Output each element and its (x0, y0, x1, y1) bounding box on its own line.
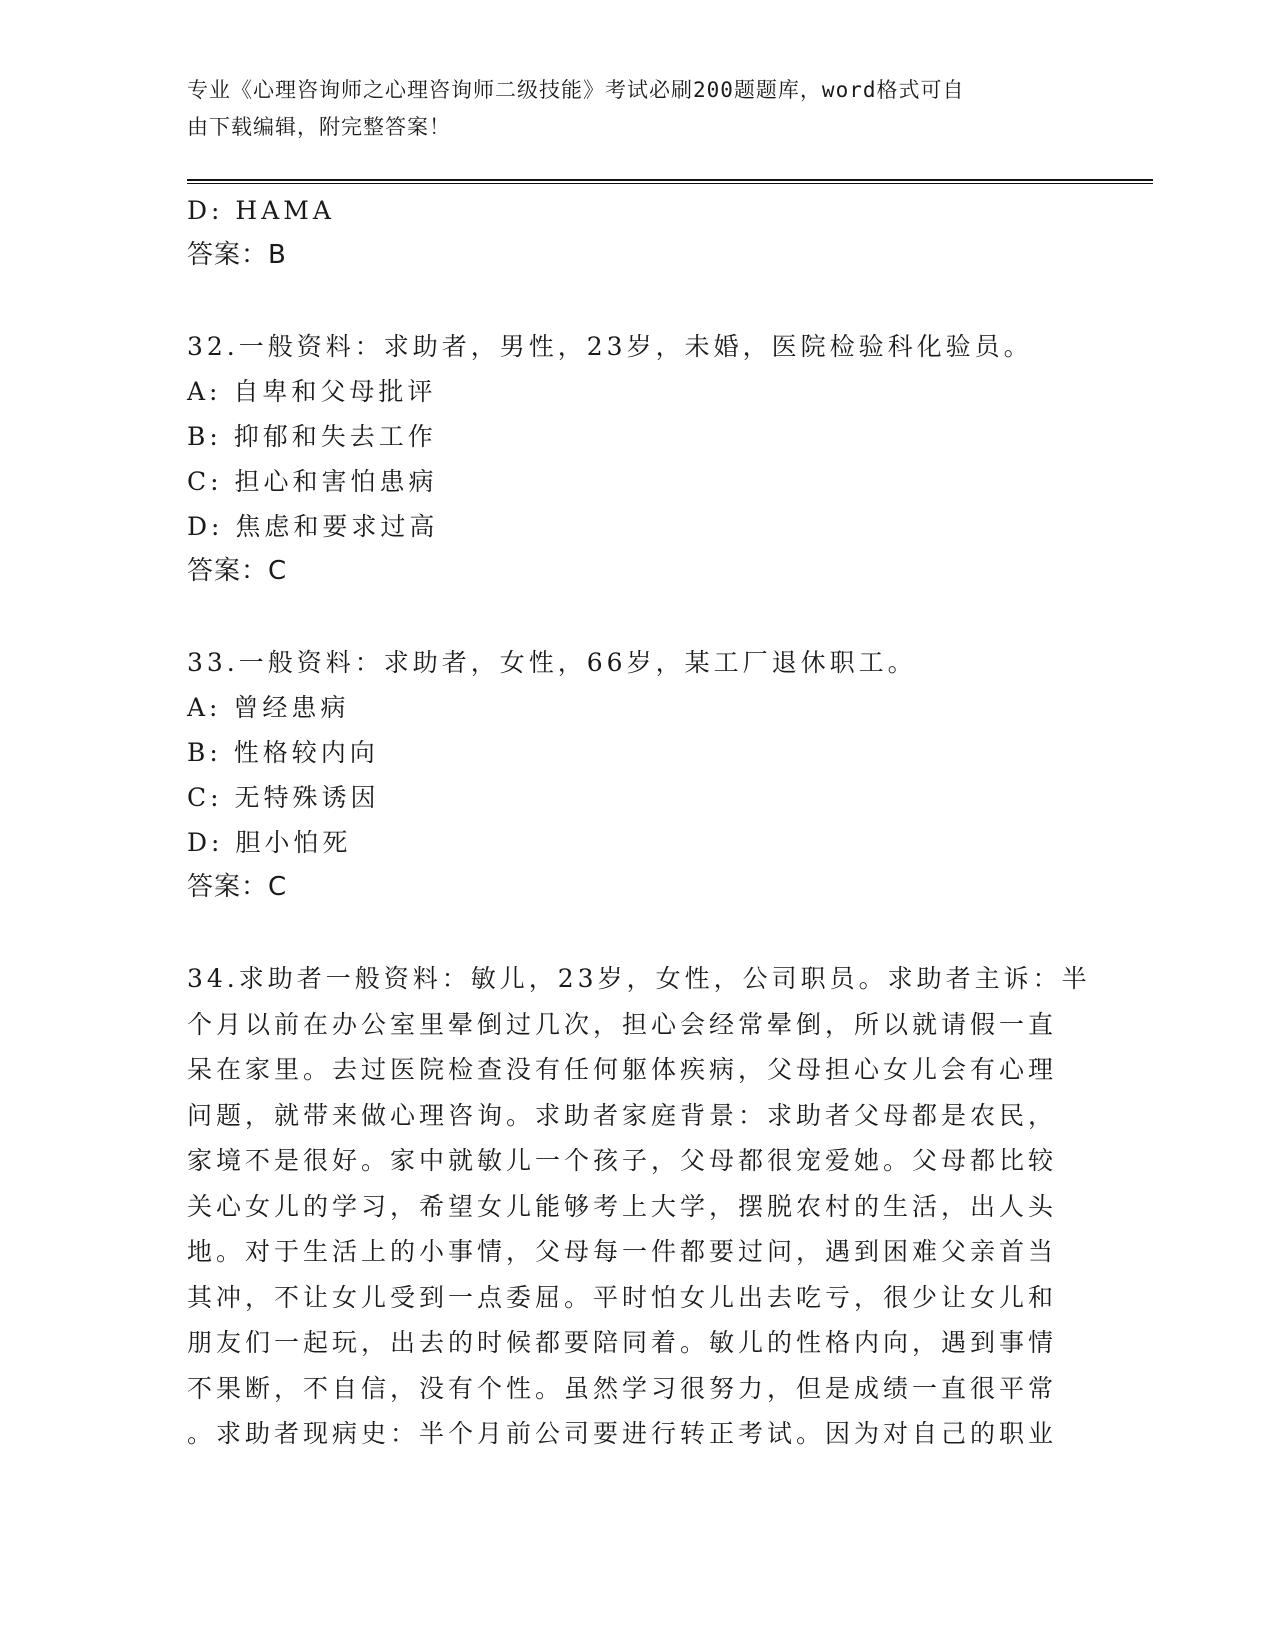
paragraph-line: 呆在家里。去过医院检查没有任何躯体疾病，父母担心女儿会有心理 (187, 1055, 1058, 1084)
paragraph-line: 问题，就带来做心理咨询。求助者家庭背景：求助者父母都是农民， (187, 1100, 1058, 1130)
paragraph-line: 朋友们一起玩，出去的时候都要陪同着。敏儿的性格内向，遇到事情 (187, 1328, 1058, 1357)
question-32 (187, 324, 1087, 594)
paragraph-line: 不果断，不自信，没有个性。虽然学习很努力，但是成绩一直很平常 (187, 1373, 1058, 1403)
option-d: D: HAMA (187, 196, 335, 225)
option-c: C: 担心和害怕患病 (187, 467, 438, 496)
answer-label: 答案：C (187, 556, 288, 586)
question-stem: 32.一般资料：求助者，男性，23岁，未婚，医院检验科化验员。 (187, 332, 1033, 361)
document-body (187, 188, 1091, 1457)
header-line-1: 专业《心理咨询师之心理咨询师二级技能》考试必刷200题题库，word格式可自 (187, 78, 965, 102)
option-d: D: 胆小怕死 (187, 828, 352, 857)
question-33 (187, 640, 1087, 910)
paragraph-line: 关心女儿的学习，希望女儿能够考上大学，摆脱农村的生活，出人头 (187, 1191, 1058, 1221)
paragraph-line: 地。对于生活上的小事情，父母每一件都要过问，遇到困难父亲首当 (187, 1237, 1058, 1266)
paragraph-line: 个月以前在办公室里晕倒过几次，担心会经常晕倒，所以就请假一直 (187, 1009, 1058, 1039)
option-a: A: 曾经患病 (187, 693, 350, 722)
paragraph-line: 。求助者现病史：半个月前公司要进行转正考试。因为对自己的职业 (187, 1419, 1058, 1448)
option-d: D: 焦虑和要求过高 (187, 512, 439, 541)
paragraph-line: 34.求助者一般资料：敏儿，23岁，女性，公司职员。求助者主诉：半 (187, 964, 1091, 993)
answer-label: 答案：B (187, 240, 287, 270)
header-line-2: 由下载编辑，附完整答案！ (187, 115, 451, 139)
question-31-tail (187, 188, 1087, 278)
option-c: C: 无特殊诱因 (187, 783, 380, 812)
paragraph-line: 其冲，不让女儿受到一点委屈。平时怕女儿出去吃亏，很少让女儿和 (187, 1282, 1058, 1312)
question-34 (187, 956, 1091, 1457)
header-divider (187, 179, 1153, 184)
answer-label: 答案：C (187, 872, 288, 902)
question-stem: 33.一般资料：求助者，女性，66岁，某工厂退休职工。 (187, 648, 917, 677)
document-header (187, 72, 1067, 146)
option-a: A: 自卑和父母批评 (187, 377, 437, 406)
paragraph-line: 家境不是很好。家中就敏儿一个孩子，父母都很宠爱她。父母都比较 (187, 1146, 1058, 1175)
option-b: B: 性格较内向 (187, 738, 379, 767)
option-b: B: 抑郁和失去工作 (187, 422, 437, 451)
